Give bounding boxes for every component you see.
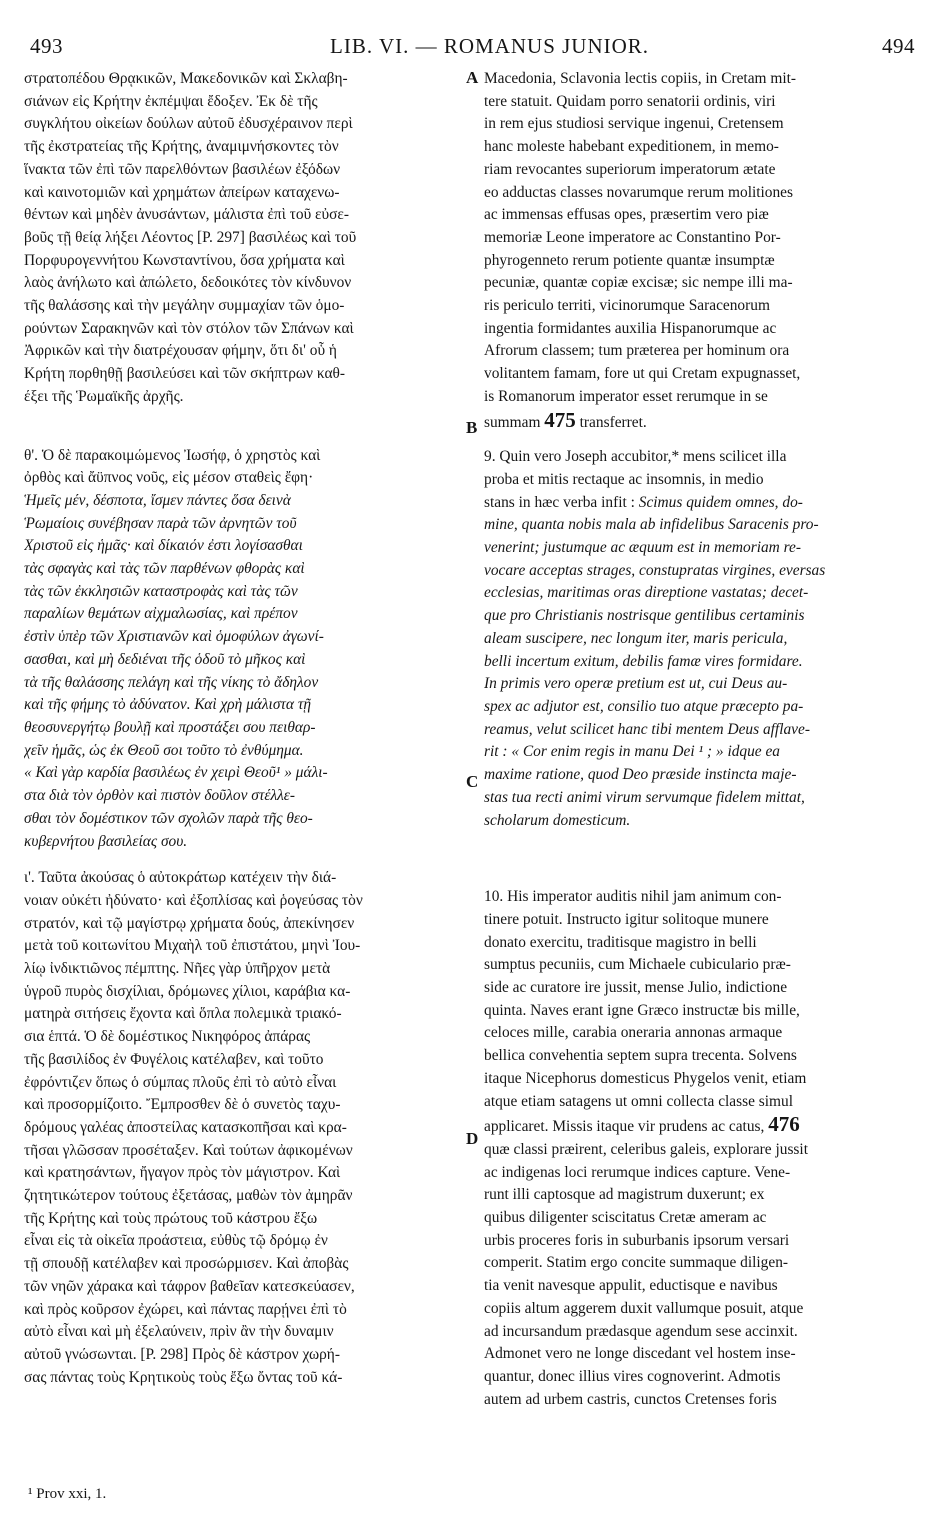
text-line: αὐτοῦ γνώσωνται. [P. 298] Πρὸς δὲ κάστρον χωρή-	[24, 1345, 340, 1363]
text-line: συγκλήτου οἰκείων δούλων αὐτοῦ ἐδυσχέραινον περὶ	[24, 115, 353, 133]
text-line: λαὸς ἀνήλωτο καὶ ἀπώλετο, δεδοικότες τὸν κίνδυνον	[24, 274, 352, 292]
margin-marker-a: A	[466, 68, 479, 87]
text-line: σασθαι, καὶ μὴ δεδιέναι τῆς ὁδοῦ τὸ μῆκος καὶ	[24, 650, 306, 668]
latin-column	[484, 68, 914, 1425]
text-line: itaque Nicephorus domesticus Phygelos venit, etiam	[484, 1069, 807, 1087]
text-line: ὑγροῦ πυρὸς δισχίλιαι, δρόμωνες χίλιοι, καράβια κα-	[24, 982, 351, 1000]
greek-paragraph-9	[24, 445, 464, 854]
text-line: urbis proceres foris in suburbanis ipsorum versari	[484, 1231, 790, 1249]
text-line: Macedonia, Sclavonia lectis copiis, in Cretam mit-	[484, 70, 797, 87]
text-line: σας πάντας τοὺς Κρητικοὺς τοὺς ἔξω ὄντας τοῦ κά-	[24, 1368, 343, 1386]
text-line: τῆς ἐκστρατείας τῆς Κρήτης, ἀναμιμνήσκοντες τὸν	[24, 138, 339, 156]
text-line: phyrogenneto rerum potiente quantæ insumptæ	[484, 251, 775, 269]
text-line: θέντων καὶ μηδὲν ἀνυσάντων, μάλιστα ἐπὶ τοῦ εὐσε-	[24, 206, 349, 224]
text-line: Ἡμεῖς μέν, δέσποτα, ἴσμεν πάντες ὅσα δεινὰ	[24, 491, 291, 509]
text-line: In primis vero operæ pretium est ut, cui Deus au-	[484, 675, 788, 693]
greek-column	[24, 68, 464, 1403]
text-line: hanc moleste habebant expeditionem, in memo-	[484, 138, 779, 156]
text-line: volitantem famam, fore ut qui Cretam expugnasset,	[484, 365, 801, 383]
text-line: ris periculo territi, vicinorumque Saracenorum	[484, 297, 770, 315]
text-line: tinere potuit. Instructo igitur solitoque munere	[484, 910, 769, 928]
text-line: ἐφρόντιζεν ὅπως ὁ σύμπας πλοῦς ἐπὶ τὸ αὐτὸ εἶναι	[24, 1073, 337, 1091]
text-line: eo adductas classes novarumque rerum molitiones	[484, 183, 794, 201]
text-line: τῆς θαλάσσης καὶ τὴν μεγάλην συμμαχίαν τῶν ὁμο-	[24, 297, 345, 315]
left-page-number: 493	[30, 34, 63, 58]
text-line: ecclesias, maritimas oras direptione vastatas; decet-	[484, 584, 809, 602]
text-line: reamus, velut scilicet hanc tibi mentem Deus afflave-	[484, 720, 810, 738]
text-line: Χριστοῦ εἰς ἡμᾶς· καὶ δίκαιόν ἐστι λογίσασθαι	[24, 537, 303, 555]
text-line: ἐστὶν ὑπὲρ τῶν Χριστιανῶν καὶ ὁμοφύλων ἀγωνί-	[24, 628, 324, 646]
text-fragment: Scimus quidem omnes, do-	[638, 493, 803, 511]
text-line: Afrorum classem; tum præterea per hominum ora	[484, 342, 790, 360]
text-line: μετὰ τοῦ κοιτωνίτου Μιχαὴλ τοῦ ἐπιστάτου, μηνὶ Ἰου-	[24, 937, 361, 955]
page-reference-476: 476	[768, 1113, 800, 1137]
text-line: κυβερνήτου βασιλείας σου.	[24, 832, 188, 850]
text-line: is Romanorum imperator esset rerumque in se	[484, 387, 768, 405]
text-fragment: summam	[484, 413, 541, 431]
text-line: λίῳ ἰνδικτιῶνος πέμπτης. Νῆες γὰρ ὑπῆρχον μετὰ	[24, 960, 331, 978]
text-line: copiis altum aggerem duxit vallumque posuit, atque	[484, 1299, 804, 1317]
text-line: scholarum domesticum.	[484, 811, 631, 829]
text-line: νοιαν οὐκέτι ἠδύνατο· καὶ ἐξοπλίσας καὶ ῥογεύσας τὸν	[24, 891, 363, 909]
text-line: ac indigenas loci rerumque indices capture. Vene-	[484, 1163, 791, 1181]
text-line: sumptus pecuniis, cum Michaele cubiculario præ-	[484, 956, 791, 974]
text-line: σθαι τὸν δομέστικον τῶν σχολῶν παρὰ τῆς θεο-	[24, 809, 313, 827]
text-line: στρατόν, καὶ τῷ μαγίστρῳ χρήματα δούς, ἀπεκίνησεν	[24, 914, 355, 932]
text-line: mine, quanta nobis mala ab infidelibus Saracenis pro-	[484, 516, 819, 534]
text-line: τῆς Κρήτης καὶ τοὺς πρώτους τοῦ κάστρου ἔξω	[24, 1209, 318, 1227]
margin-marker-b: B	[466, 418, 478, 437]
text-line: τῶν νηῶν χάρακα καὶ τάφρον βαθεῖαν κατεσκεύασεν,	[24, 1277, 355, 1295]
text-line: αὐτὸ εἶναι καὶ μὴ ἐξελαύνειν, πρὶν ἂν τὴν δυναμιν	[24, 1323, 334, 1341]
text-line: στα διὰ τὸν ὀρθὸν καὶ πιστὸν δοῦλον στέλλε-	[24, 787, 295, 805]
greek-paragraph-10	[24, 867, 464, 1389]
text-line: τῆς βασιλίδος ἐν Φυγέλοις κατέλαβεν, καὶ τοῦτο	[24, 1050, 324, 1068]
text-line: maxime ratione, quod Deo præside instincta maje-	[484, 766, 797, 784]
text-line: spex ac adjutor est, consilio tuo atque præcepto pa-	[484, 697, 804, 715]
text-line: χεῖν ἡμᾶς, ὡς ἐκ Θεοῦ σοι τοῦτο τὸ ἐνθύμημα.	[24, 741, 304, 759]
text-line: venerint; justumque ac æquum est in memoriam re-	[484, 539, 802, 557]
text-line: ρούντων Σαρακηνῶν καὶ τὸν στόλον τῶν Σπάνων καὶ	[24, 319, 354, 337]
text-line: τῇ σπουδῇ κατέλαβεν καὶ προσώρμισεν. Καὶ ἀποβὰς	[24, 1255, 349, 1273]
text-line: quibus diligenter sciscitatus Cretæ ameram ac	[484, 1209, 767, 1227]
text-line: autem ad urbem castris, cunctos Cretenses foris	[484, 1390, 777, 1408]
text-line: τῆσαι γλῶσσαν προσέταξεν. Καὶ τούτων ἀφικομένων	[24, 1141, 353, 1159]
text-line: tia venit navesque appulit, eductisque e navibus	[484, 1277, 778, 1295]
latin-paragraph-10	[484, 886, 914, 1411]
text-line: δρόμους γαλέας ἀποστείλας κατασκοπῆσαι καὶ κρα-	[24, 1118, 347, 1136]
text-fragment: stans in hæc verba infit :	[484, 493, 635, 511]
text-line: runt illi captosque ad magistrum duxerunt; ex	[484, 1186, 765, 1204]
text-line: Πορφυρογεννήτου Κωνσταντίνου, ὅσα χρήματα καὶ	[24, 251, 345, 269]
text-line: belli incertum exitum, debilis famæ vires formidare.	[484, 652, 803, 670]
running-header	[30, 34, 915, 64]
text-line: rit : « Cor enim regis in manu Dei ¹ ; » idque ea	[484, 743, 781, 761]
text-line: ματηρὰ σιτήσεις ἔχοντα καὶ ὅπλα πολεμικὰ τριακό-	[24, 1005, 342, 1023]
text-line: ad incursandum prædasque agendum sese accinxit.	[484, 1322, 798, 1340]
text-line: aleam suscipere, nec longum iter, maris pericula,	[484, 629, 788, 647]
text-line	[484, 1113, 914, 1139]
text-line: atque etiam satagens ut omni collecta classe simul	[484, 1092, 794, 1110]
text-line: ac immensas effusas opes, præsertim vero piæ	[484, 206, 769, 224]
text-line: pecuniæ, quantæ copiæ excisæ; sic nempe illi ma-	[484, 274, 793, 292]
text-line: καὶ κρατησάντων, ἤγαγον πρὸς τὸν μάγιστρον. Καὶ	[24, 1164, 341, 1182]
latin-paragraph-9	[484, 446, 914, 832]
text-line: quantur, donec illius vires cognoverint. Admotis	[484, 1367, 781, 1385]
text-line: τὰς τῶν ἐκκλησιῶν καταστροφὰς καὶ τὰς τῶν	[24, 582, 298, 600]
text-line: θ'. Ὁ δὲ παρακοιμώμενος Ἰωσήφ, ὁ χρηστὸς καὶ	[24, 446, 321, 464]
text-line: quæ classi præirent, celeribus galeis, explorare jussit	[484, 1140, 808, 1158]
text-line	[484, 409, 914, 435]
text-line: comperit. Statim ergo concite summaque diligen-	[484, 1254, 789, 1272]
text-line: ι'. Ταῦτα ἀκούσας ὁ αὐτοκράτωρ κατέχειν τὴν διά-	[24, 869, 337, 887]
text-line: Admonet vero ne longe discedant vel hostem inse-	[484, 1345, 796, 1363]
text-line: tere statuit. Quidam porro senatorii ordinis, viri	[484, 92, 776, 110]
text-line: παραλίων θεμάτων αἰχμαλωσίας, καὶ πρέπον	[24, 605, 298, 623]
text-line: memoriæ Leone imperatore ac Constantino Por-	[484, 228, 781, 246]
margin-marker-c: C	[466, 772, 479, 791]
text-fragment: transferret.	[579, 413, 647, 431]
text-fragment: applicaret. Missis itaque vir prudens ac catus,	[484, 1118, 765, 1136]
text-line: riam revocantes superiorum imperatorum ætate	[484, 160, 776, 178]
right-page-number: 494	[882, 34, 915, 58]
text-line: καὶ καινοτομιῶν καὶ χρημάτων ἀπείρων καταχενω-	[24, 183, 340, 201]
text-line: ingentia formidantes auxilia Hispanorumque ac	[484, 319, 777, 337]
page-reference-475: 475	[544, 408, 576, 432]
text-line: καὶ τῆς φήμης τὸ ἀδύνατον. Καὶ χρὴ μάλιστα τῇ	[24, 696, 311, 714]
text-line: τὰ τῆς θαλάσσης πελάγη καὶ τῆς νίκης τὸ ἄδηλον	[24, 673, 319, 691]
footnote: ¹ Prov xxi, 1.	[28, 1486, 107, 1502]
margin-marker-d: D	[466, 1129, 479, 1148]
text-line: « Καὶ γὰρ καρδία βασιλέως ἐν χειρὶ Θεοῦ¹ » μάλι-	[24, 764, 328, 782]
text-line: τὰς σφαγὰς καὶ τὰς τῶν παρθένων φθορὰς καὶ	[24, 560, 305, 578]
running-title: LIB. VI. — ROMANUS JUNIOR.	[330, 34, 650, 58]
text-line: σια ἑπτά. Ὁ δὲ δομέστικος Νικηφόρος ἀπάρας	[24, 1028, 311, 1046]
text-line: θεοσυνεργήτῳ βουλῇ καὶ προστάξει σου πειθαρ-	[24, 718, 316, 736]
text-line: Ῥωμαίοις συνέβησαν παρὰ τῶν ἀρνητῶν τοῦ	[24, 514, 297, 532]
text-line: έξει τῆς Ῥωμαϊκῆς ἀρχῆς.	[24, 387, 184, 405]
text-line: ὀρθὸς καὶ ἄϋπνος νοῦς, εἰς μέσον σταθεὶς ἔφη·	[24, 469, 314, 487]
text-line: εἶναι εἰς τὰ οἰκεῖα προάστεια, εὐθὺς τῷ δρόμῳ ἐν	[24, 1232, 328, 1250]
text-line: 10. His imperator auditis nihil jam animum con-	[484, 888, 782, 906]
text-line: Κρήτη πορθηθῇ βασιλεύσει καὶ τῶν σκήπτρων καθ-	[24, 365, 346, 383]
text-line: ἵνακτα τῶν ἐπὶ τῶν παρελθόντων βασιλέων ἐξόδων	[24, 160, 341, 178]
text-line: que pro Christianis nostrisque gentilibus certaminis	[484, 607, 805, 625]
text-line: βοῦς τῇ θείᾳ λήξει Λέοντος [P. 297] βασιλέως καὶ τοῦ	[24, 228, 357, 246]
text-line: ζητητικώτερον τούτους ἐξετάσας, μαθὼν τὸν ἀμηρᾶν	[24, 1187, 353, 1205]
text-line: στρατοπέδου Θρᾳκικῶν, Μακεδονικῶν καὶ Σκλαβη-	[24, 70, 348, 87]
text-line: stas tua recti animi virum servumque fidelem mittat,	[484, 788, 805, 806]
text-line: side ac curatore ire jussit, mense Julio, indictione	[484, 979, 788, 997]
text-line	[484, 492, 914, 515]
text-line: in rem ejus studiosi servique ingenui, Cretensem	[484, 115, 784, 133]
text-line: Ἀφρικῶν καὶ τὴν διατρέχουσαν φήμην, ὅτι δι' οὗ ἡ	[24, 342, 337, 360]
text-line: καὶ προσορμίζοιτο. Ἔμπροσθεν δὲ ὁ συνετὸς ταχυ-	[24, 1096, 341, 1114]
text-line: σιάνων εἰς Κρήτην ἐκπέμψαι ἔδοξεν. Ἐκ δὲ τῆς	[24, 92, 318, 110]
text-line: καὶ πρὸς κοῦρσον ἐχώρει, καὶ πάντας παρῄνει ἐπὶ τὸ	[24, 1300, 347, 1318]
text-line: 9. Quin vero Joseph accubitor,* mens scilicet illa	[484, 448, 787, 466]
greek-paragraph-1	[24, 68, 464, 409]
text-line: bellica convehentia septem supra trecenta. Solvens	[484, 1047, 797, 1065]
text-line: proba et mitis rectaque ac insomnis, in medio	[484, 470, 764, 488]
text-line: donato exercitu, traditisque magistro in belli	[484, 933, 757, 951]
latin-paragraph-1	[484, 68, 914, 434]
text-line: vocare acceptas strages, constupratas virgines, eversas	[484, 561, 826, 579]
text-line: quinta. Naves erant igne Græco instructæ bis mille,	[484, 1001, 800, 1019]
text-line: celoces mille, carabia oneraria annonas armaque	[484, 1024, 783, 1042]
